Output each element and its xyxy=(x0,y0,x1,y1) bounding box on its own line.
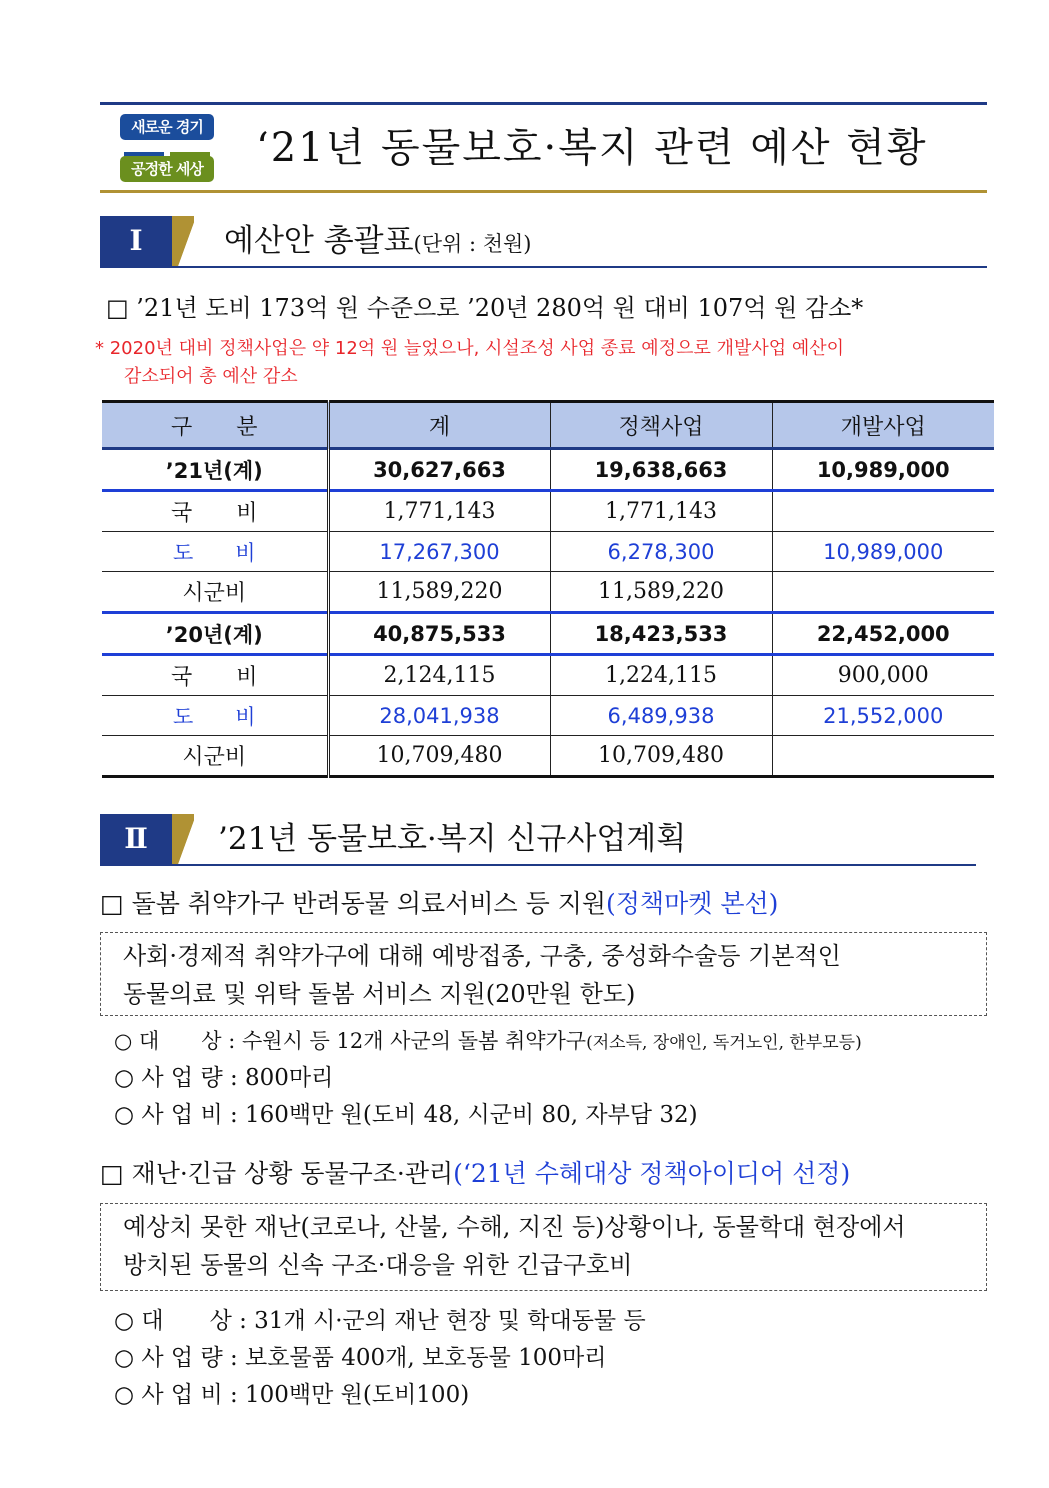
gyeonggi-logo xyxy=(116,112,216,184)
table-cell xyxy=(772,572,994,613)
table-cell: ’21년(계) xyxy=(102,449,328,491)
table-cell: 10,989,000 xyxy=(772,532,994,572)
project-1-desc-line-1: 사회·경제적 취약가구에 대해 예방접종, 구충, 중성화수술등 기본적인 xyxy=(123,942,841,970)
table-cell: 시군비 xyxy=(102,736,328,777)
table-cell: 1,771,143 xyxy=(550,491,772,532)
project-1-description-box xyxy=(100,932,987,1016)
section-1-header xyxy=(100,216,987,272)
table-cell xyxy=(772,491,994,532)
table-cell: 6,489,938 xyxy=(550,696,772,736)
table-cell: 22,452,000 xyxy=(772,613,994,655)
table-cell: 11,589,220 xyxy=(328,572,550,613)
table-row xyxy=(102,736,994,777)
project-2-tag: (‘21년 수혜대상 정책아이디어 선정) xyxy=(453,1159,851,1188)
table-cell: 21,552,000 xyxy=(772,696,994,736)
table-header: 개발사업 xyxy=(772,402,994,449)
section-2-badge: Ⅱ xyxy=(100,814,172,864)
section-2-header xyxy=(100,814,976,870)
project-2-desc-line-2: 방치된 동물의 신속 구조·대응을 위한 긴급구호비 xyxy=(123,1251,633,1279)
table-cell: 30,627,663 xyxy=(328,449,550,491)
project-2-title xyxy=(100,1156,850,1192)
table-cell: 900,000 xyxy=(772,655,994,696)
table-row xyxy=(102,613,994,655)
table-cell: 10,709,480 xyxy=(328,736,550,777)
project-1-tag: (정책마켓 본선) xyxy=(606,889,779,918)
table-cell: ’20년(계) xyxy=(102,613,328,655)
budget-note-line-2: 감소되어 총 예산 감소 xyxy=(124,366,298,387)
table-cell: 10,709,480 xyxy=(550,736,772,777)
document-title: ‘21년 동물보호·복지 관련 예산 현황 xyxy=(256,125,928,171)
table-row xyxy=(102,572,994,613)
project-1-title-text: □ 돌봄 취약가구 반려동물 의료서비스 등 지원 xyxy=(100,889,607,918)
table-cell: 10,989,000 xyxy=(772,449,994,491)
table-cell: 시군비 xyxy=(102,572,328,613)
header-top-rule xyxy=(100,102,987,105)
section-2-rule xyxy=(100,864,976,866)
table-cell: 19,638,663 xyxy=(550,449,772,491)
table-cell: 2,124,115 xyxy=(328,655,550,696)
table-cell: 도 비 xyxy=(102,532,328,572)
project-1-target-note: (저소득, 장애인, 독거노인, 한부모등) xyxy=(586,1033,862,1053)
table-cell: 국 비 xyxy=(102,491,328,532)
project-2-desc-line-1: 예상치 못한 재난(코로나, 산불, 수해, 지진 등)상황이나, 동물학대 현장에서 xyxy=(123,1213,906,1241)
table-header-row xyxy=(102,402,994,449)
section-1-accent xyxy=(172,216,194,266)
project-2-target: ○ 대 상 : 31개 시·군의 재난 현장 및 학대동물 등 xyxy=(114,1308,646,1334)
section-2-accent xyxy=(172,814,194,864)
project-2-description-box xyxy=(100,1203,987,1291)
budget-note-line-1: * 2020년 대비 정책사업은 약 12억 원 늘었으나, 시설조성 사업 종료 예정으로 개발사업 예산이 xyxy=(95,338,845,359)
table-header: 정책사업 xyxy=(550,402,772,449)
budget-table xyxy=(102,400,994,778)
table-row xyxy=(102,449,994,491)
table-cell: 도 비 xyxy=(102,696,328,736)
budget-summary: □ ’21년 도비 173억 원 수준으로 ’20년 280억 원 대비 107억 원 감소* xyxy=(106,294,864,322)
project-2-quantity: ○ 사 업 량 : 보호물품 400개, 보호동물 100마리 xyxy=(114,1345,607,1371)
table-header: 구 분 xyxy=(102,402,328,449)
logo-divider xyxy=(124,142,210,154)
section-1-rule xyxy=(100,266,987,268)
project-1-target xyxy=(114,1026,862,1058)
table-cell: 28,041,938 xyxy=(328,696,550,736)
table-row xyxy=(102,655,994,696)
table-row xyxy=(102,532,994,572)
project-1-title xyxy=(100,886,778,922)
section-1-badge: Ⅰ xyxy=(100,216,172,266)
table-row xyxy=(102,696,994,736)
table-cell: 17,267,300 xyxy=(328,532,550,572)
table-cell: 40,875,533 xyxy=(328,613,550,655)
project-1-quantity: ○ 사 업 량 : 800마리 xyxy=(114,1065,334,1091)
table-cell: 1,224,115 xyxy=(550,655,772,696)
project-1-target-text: ○ 대 상 : 수원시 등 12개 사군의 돌봄 취약가구 xyxy=(114,1029,587,1053)
table-row xyxy=(102,491,994,532)
table-cell xyxy=(772,736,994,777)
section-1-title-text: 예산안 총괄표 xyxy=(224,223,414,259)
table-cell: 국 비 xyxy=(102,655,328,696)
section-1-unit: (단위 : 천원) xyxy=(413,232,532,256)
project-2-cost: ○ 사 업 비 : 100백만 원(도비100) xyxy=(114,1382,470,1408)
section-2-title: ’21년 동물보호·복지 신규사업계획 xyxy=(218,821,687,857)
project-1-cost: ○ 사 업 비 : 160백만 원(도비 48, 시군비 80, 자부담 32) xyxy=(114,1102,698,1128)
header-bottom-rule xyxy=(100,190,987,193)
project-2-title-text: □ 재난·긴급 상황 동물구조·관리 xyxy=(100,1159,454,1188)
project-1-desc-line-2: 동물의료 및 위탁 돌봄 서비스 지원(20만원 한도) xyxy=(123,980,636,1008)
table-cell: 1,771,143 xyxy=(328,491,550,532)
table-header: 계 xyxy=(328,402,550,449)
table-cell: 18,423,533 xyxy=(550,613,772,655)
logo-top-text: 새로운 경기 xyxy=(120,114,214,140)
logo-bottom-text: 공정한 세상 xyxy=(120,156,214,182)
table-cell: 11,589,220 xyxy=(550,572,772,613)
table-cell: 6,278,300 xyxy=(550,532,772,572)
section-1-title xyxy=(224,220,532,265)
